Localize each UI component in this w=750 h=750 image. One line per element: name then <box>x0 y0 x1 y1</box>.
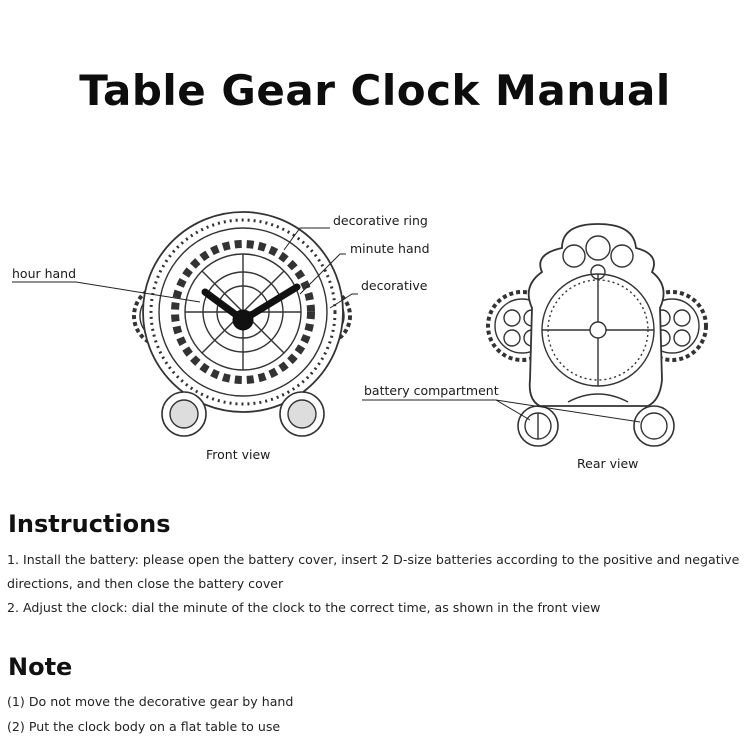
note-heading: Note <box>8 653 73 681</box>
label-hour-hand: hour hand <box>12 266 77 281</box>
label-battery-compartment: battery compartment <box>364 383 499 398</box>
rear-view-clock <box>488 224 706 446</box>
note-item-1: (1) Do not move the decorative gear by hand <box>7 694 294 709</box>
instructions-heading: Instructions <box>8 510 171 538</box>
label-minute-hand: minute hand <box>350 241 430 256</box>
caption-rear-view: Rear view <box>577 456 639 471</box>
label-decorative-ring: decorative ring <box>333 213 428 228</box>
hand-hub <box>233 310 253 330</box>
page-title: Table Gear Clock Manual <box>79 66 671 115</box>
caption-front-view: Front view <box>206 447 271 462</box>
label-decorative: decorative <box>361 278 428 293</box>
instruction-item-2: 2. Adjust the clock: dial the minute of the clock to the correct time, as shown in the front view <box>7 600 601 615</box>
note-item-2: (2) Put the clock body on a flat table to use <box>7 719 281 734</box>
clock-diagram <box>0 190 750 490</box>
instruction-item-1: 1. Install the battery: please open the battery cover, insert 2 D-size batteries according to the positive and negative directions, and then close the battery cover <box>7 552 740 591</box>
